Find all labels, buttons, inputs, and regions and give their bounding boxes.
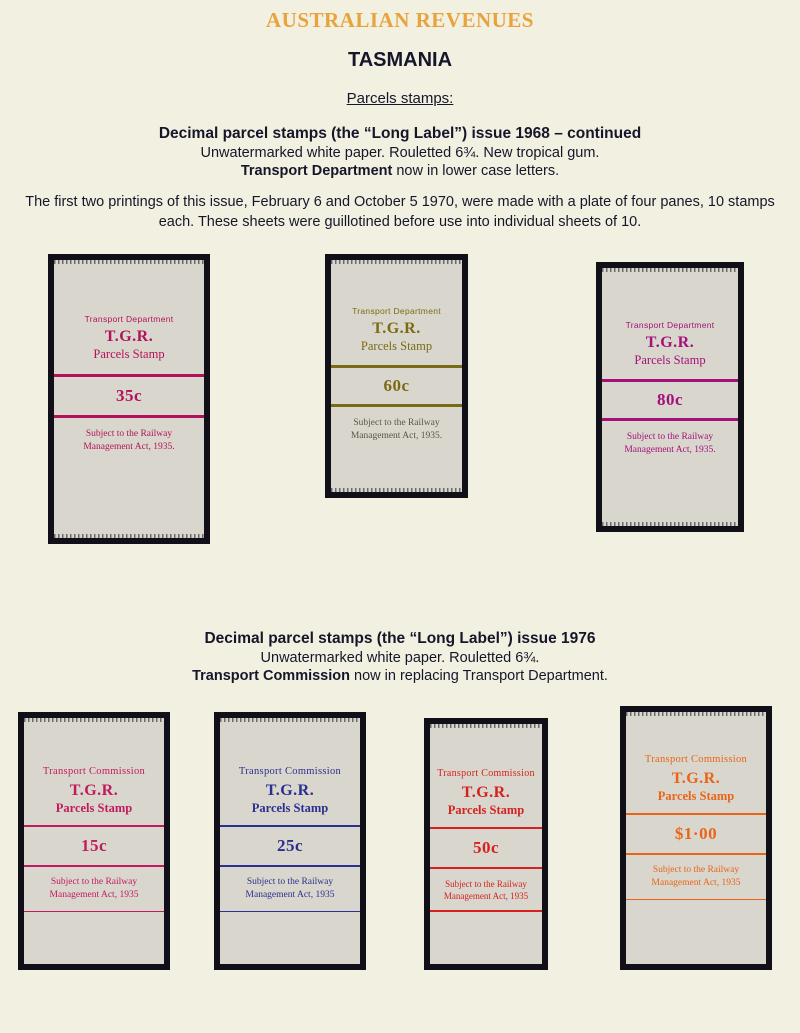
stamp-rule-footer xyxy=(626,899,766,901)
stamp-tgr: T.G.R. xyxy=(372,320,421,338)
stamp-rule-bottom xyxy=(602,418,738,421)
stamp-80c[interactable] xyxy=(596,262,744,532)
stamp-act-line1: Subject to the Railway xyxy=(652,865,740,876)
stamp-tgr: T.G.R. xyxy=(69,782,119,800)
stamp-tgr: T.G.R. xyxy=(671,770,721,788)
stamp-rule-footer xyxy=(220,911,360,913)
stamp-row-1976 xyxy=(0,706,800,971)
issue-1968-heading: Decimal parcel stamps (the “Long Label”) issue 1968 – continued xyxy=(158,125,642,142)
stamp-rule-footer xyxy=(430,910,542,912)
issue-1976-paper: Unwatermarked white paper. Rouletted 6¾. xyxy=(260,650,540,667)
stamp-authority: Transport Commission xyxy=(437,768,535,780)
stamp-value: 25c xyxy=(276,836,304,856)
stamp-authority: Transport Department xyxy=(84,314,174,325)
stamp-act-line1: Subject to the Railway xyxy=(50,877,138,888)
stamp-tgr: T.G.R. xyxy=(461,784,511,802)
stamp-act-line2: Management Act, 1935 xyxy=(651,877,741,888)
issue-1968-paper: Unwatermarked white paper. Rouletted 6¾. New tropical gum. xyxy=(200,145,600,161)
stamp-tgr: T.G.R. xyxy=(104,328,154,346)
stamp-25c[interactable] xyxy=(214,712,366,970)
stamp-value: 15c xyxy=(80,836,108,856)
stamp-parcels-label: Parcels Stamp xyxy=(251,801,329,816)
stamp-rule-top xyxy=(24,825,164,827)
page-subtitle: TASMANIA xyxy=(347,49,453,71)
album-page xyxy=(0,8,800,1033)
stamp-rule-top xyxy=(331,365,462,368)
roulette-top-edge xyxy=(602,268,738,272)
stamp-parcels-label: Parcels Stamp xyxy=(657,789,735,804)
stamp-parcels-label: Parcels Stamp xyxy=(447,803,525,818)
stamp-authority: Transport Commission xyxy=(644,754,748,766)
stamp-rule-top xyxy=(602,379,738,382)
issue-1976-heading: Decimal parcel stamps (the “Long Label”) issue 1976 xyxy=(204,630,596,648)
roulette-top-edge xyxy=(430,724,542,728)
stamp-act-line2: Management Act, 1935. xyxy=(350,430,443,441)
issue-1976-authority-note xyxy=(0,668,800,684)
stamp-rule-top xyxy=(220,825,360,827)
stamp-rule-top xyxy=(626,813,766,815)
stamp-act-line1: Subject to the Railway xyxy=(445,879,527,890)
stamp-act-line1: Subject to the Railway xyxy=(246,877,334,888)
roulette-top-edge xyxy=(54,260,204,264)
stamp-act-line1: Subject to the Railway xyxy=(626,432,714,443)
stamp-parcels-label: Parcels Stamp xyxy=(93,347,165,362)
roulette-bottom-edge xyxy=(54,534,204,538)
issue-1976-authority-rest: now in replacing Transport Department. xyxy=(350,668,608,685)
stamp-value: 80c xyxy=(656,390,684,410)
issue-1968-authority-name: Transport Department xyxy=(240,163,393,179)
roulette-top-edge xyxy=(626,712,766,716)
stamp-value: 35c xyxy=(115,386,143,406)
stamp-rule-footer xyxy=(24,911,164,913)
stamp-authority: Transport Commission xyxy=(42,766,146,778)
issue-1976-authority-name: Transport Commission xyxy=(192,668,350,685)
stamp-act-line2: Management Act, 1935 xyxy=(443,891,529,902)
roulette-bottom-edge xyxy=(331,488,462,492)
stamp-authority: Transport Department xyxy=(625,320,715,331)
stamp-parcels-label: Parcels Stamp xyxy=(55,801,133,816)
stamp-act-line1: Subject to the Railway xyxy=(353,418,440,429)
stamp-value: $1·00 xyxy=(674,824,718,844)
stamp-act-line1: Subject to the Railway xyxy=(85,429,173,440)
stamp-row-1968 xyxy=(0,254,800,554)
stamp-act-line2: Management Act, 1935. xyxy=(83,441,175,452)
stamp-authority: Transport Department xyxy=(352,306,441,317)
stamp-rule-bottom xyxy=(626,853,766,855)
stamp-rule-bottom xyxy=(331,404,462,407)
stamp-rule-bottom xyxy=(24,865,164,867)
stamp-rule-top xyxy=(54,374,204,377)
stamp-authority: Transport Commission xyxy=(238,766,342,778)
stamp-value: 50c xyxy=(472,838,500,858)
stamp-rule-bottom xyxy=(430,867,542,869)
stamp-rule-top xyxy=(430,827,542,829)
stamp-15c[interactable] xyxy=(18,712,170,970)
issue-1968-authority-note xyxy=(0,163,800,179)
stamp-35c[interactable] xyxy=(48,254,210,544)
stamp-tgr: T.G.R. xyxy=(645,334,695,352)
page-title: AUSTRALIAN REVENUES xyxy=(266,8,534,32)
stamp-act-line2: Management Act, 1935. xyxy=(624,444,716,455)
roulette-top-edge xyxy=(220,718,360,722)
section-label: Parcels stamps: xyxy=(346,90,454,107)
stamp-act-line2: Management Act, 1935 xyxy=(245,889,335,900)
roulette-top-edge xyxy=(331,260,462,264)
stamp-60c[interactable] xyxy=(325,254,468,498)
issue-1968-paragraph: The first two printings of this issue, February 6 and October 5 1970, were made with a plate of four panes, 10 stamps each. These sheets were guillotined before use into individual sheets of 10. xyxy=(25,194,775,230)
stamp-rule-bottom xyxy=(220,865,360,867)
stamp-50c[interactable] xyxy=(424,718,548,970)
roulette-top-edge xyxy=(24,718,164,722)
stamp-act-line2: Management Act, 1935 xyxy=(49,889,139,900)
roulette-bottom-edge xyxy=(602,522,738,526)
stamp-parcels-label: Parcels Stamp xyxy=(634,353,706,368)
issue-1968-authority-rest: now in lower case letters. xyxy=(392,163,560,179)
stamp-rule-bottom xyxy=(54,415,204,418)
stamp-parcels-label: Parcels Stamp xyxy=(360,339,433,354)
stamp-1-dollar[interactable] xyxy=(620,706,772,970)
stamp-tgr: T.G.R. xyxy=(265,782,315,800)
stamp-value: 60c xyxy=(383,376,410,396)
